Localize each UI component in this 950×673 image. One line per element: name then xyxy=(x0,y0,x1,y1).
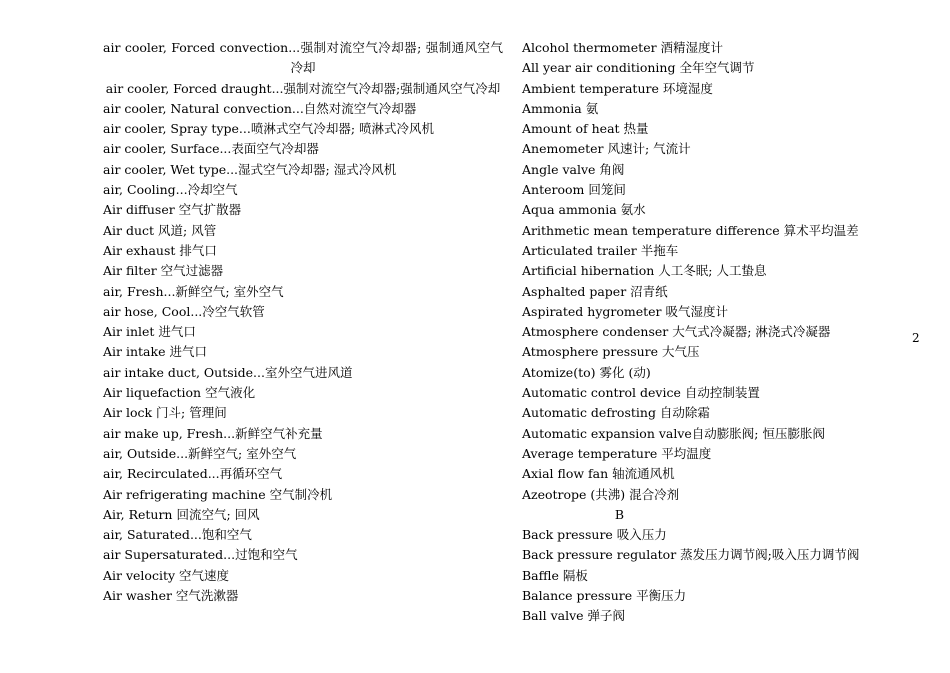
entry: air Supersaturated...过饱和空气 xyxy=(103,547,298,563)
entry: air, Cooling...冷却空气 xyxy=(103,182,238,198)
entry: Balance pressure 平衡压力 xyxy=(522,588,687,604)
page-number: 2 xyxy=(912,331,920,345)
entry: Air diffuser 空气扩散器 xyxy=(103,202,242,218)
entry: Atmosphere pressure 大气压 xyxy=(522,344,700,360)
entry: Automatic expansion valve自动膨胀阀; 恒压膨胀阀 xyxy=(522,425,825,441)
left-column xyxy=(103,38,503,606)
entry: air cooler, Wet type...湿式空气冷却器; 湿式冷风机 xyxy=(103,161,397,177)
entry: Aqua ammonia 氨水 xyxy=(522,202,646,218)
entry: air, Fresh...新鲜空气; 室外空气 xyxy=(103,283,284,299)
entry: Ball valve 弹子阀 xyxy=(522,608,626,624)
entry: Asphalted paper 沼青纸 xyxy=(522,283,668,299)
entry: Axial flow fan 轴流通风机 xyxy=(522,466,675,482)
entry: Arithmetic mean temperature difference 算术平均温差 xyxy=(522,222,859,238)
entry: Baffle 隔板 xyxy=(522,567,588,583)
entry: air intake duct, Outside...室外空气进风道 xyxy=(103,364,353,380)
entry: air, Saturated...饱和空气 xyxy=(103,527,252,543)
entry: Air washer 空气洗漱器 xyxy=(103,588,239,604)
entry: air make up, Fresh...新鲜空气补充量 xyxy=(103,425,323,441)
entry: Air velocity 空气速度 xyxy=(103,567,230,583)
entry: Artificial hibernation 人工冬眠; 人工蛰息 xyxy=(522,263,767,279)
entry: Average temperature 平均温度 xyxy=(522,445,712,461)
entry: Back pressure regulator 蒸发压力调节阀;吸入压力调节阀 xyxy=(522,547,860,563)
entry: air cooler, Forced convection...强制对流空气冷却器; 强制通风空气冷却 xyxy=(103,40,503,76)
entry: Aspirated hygrometer 吸气湿度计 xyxy=(522,303,728,319)
entry: air cooler, Spray type...喷淋式空气冷却器; 喷淋式冷风机 xyxy=(103,121,435,137)
entry: Back pressure 吸入压力 xyxy=(522,527,667,543)
entry: Atomize(to) 雾化 (动) xyxy=(522,364,651,380)
entry: Automatic control device 自动控制装置 xyxy=(522,385,760,401)
entry: air, Recirculated...再循环空气 xyxy=(103,466,283,482)
entry: Air filter 空气过滤器 xyxy=(103,263,224,279)
entry: Angle valve 角阀 xyxy=(522,161,625,177)
entry: Anteroom 回笼间 xyxy=(522,182,626,198)
entry: Amount of heat 热量 xyxy=(522,121,649,137)
entry: air cooler, Forced draught...强制对流空气冷却器;强制通风空气冷却 xyxy=(105,80,501,96)
entry: Atmosphere condenser 大气式冷凝器; 淋浇式冷凝器 xyxy=(522,324,831,340)
entry: air hose, Cool...冷空气软管 xyxy=(103,303,265,319)
entry: Automatic defrosting 自动除霜 xyxy=(522,405,710,421)
entry: Ammonia 氨 xyxy=(522,100,599,116)
entry: air, Outside...新鲜空气; 室外空气 xyxy=(103,445,297,461)
entry: Articulated trailer 半拖车 xyxy=(522,242,679,258)
entry: Air intake 进气口 xyxy=(103,344,207,360)
entry: Alcohol thermometer 酒精湿度计 xyxy=(522,40,724,55)
entry: Anemometer 风速计; 气流计 xyxy=(522,141,691,157)
section-letter-heading: B xyxy=(614,506,625,522)
entry: Air refrigerating machine 空气制冷机 xyxy=(103,486,333,502)
right-column xyxy=(522,38,917,627)
entry: Air exhaust 排气口 xyxy=(103,242,217,258)
entry: Air inlet 进气口 xyxy=(103,324,196,340)
entry: Azeotrope (共沸) 混合冷剂 xyxy=(522,486,680,502)
entry: air cooler, Natural convection...自然对流空气冷却器 xyxy=(103,100,417,116)
entry: Air duct 风道; 风管 xyxy=(103,222,217,238)
entry: All year air conditioning 全年空气调节 xyxy=(522,60,755,76)
entry: Air lock 门斗; 管理间 xyxy=(103,405,227,421)
entry: air cooler, Surface...表面空气冷却器 xyxy=(103,141,319,157)
entry: Air, Return 回流空气; 回风 xyxy=(103,506,260,522)
entry: Ambient temperature 环境湿度 xyxy=(522,80,713,96)
entry: Air liquefaction 空气液化 xyxy=(103,385,256,401)
